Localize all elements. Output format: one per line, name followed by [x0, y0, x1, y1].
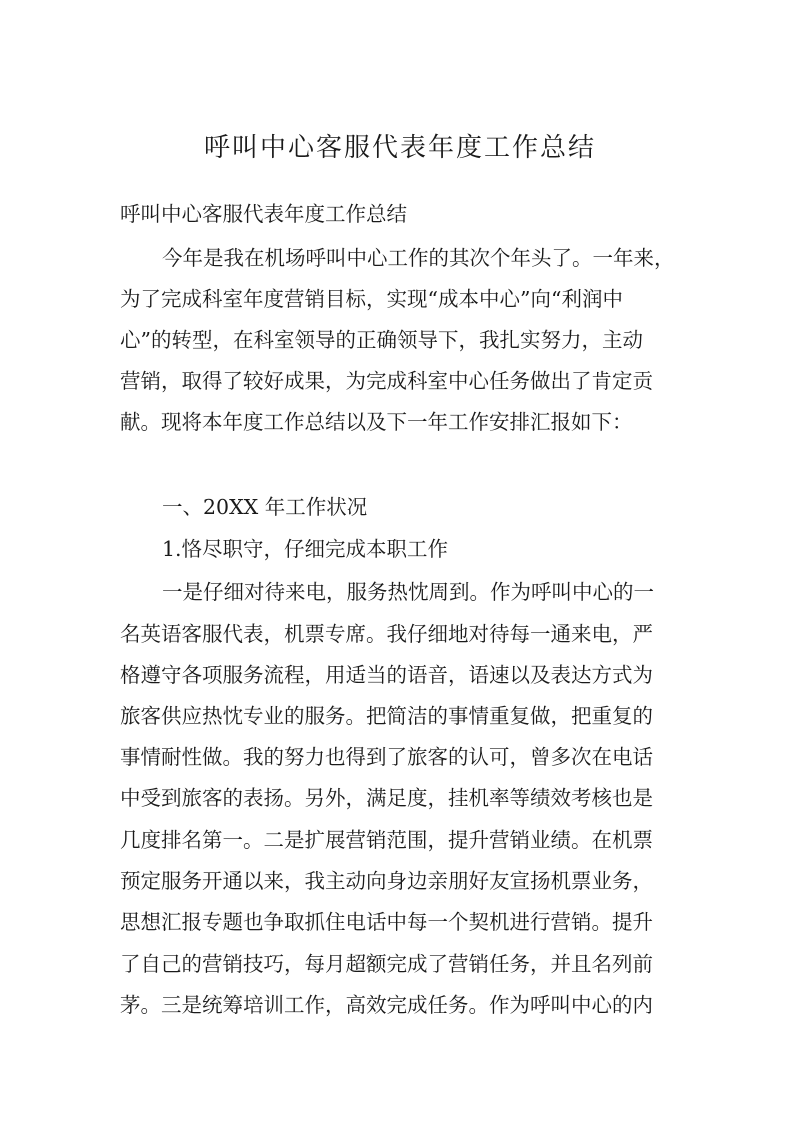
body-line: 预定服务开通以来，我主动向身边亲朋好友宣扬机票业务， — [120, 869, 653, 893]
body-line: 茅。三是统筹培训工作，高效完成任务。作为呼叫中心的内 — [120, 993, 653, 1017]
body-line: 了自己的营销技巧，每月超额完成了营销任务，并且名列前 — [120, 952, 653, 976]
body-line: 旅客供应热忱专业的服务。把简洁的事情重复做，把重复的 — [120, 704, 653, 728]
body-line: 事情耐性做。我的努力也得到了旅客的认可，曾多次在电话 — [120, 745, 653, 769]
body-line: 名英语客服代表，机票专席。我仔细地对待每一通来电，严 — [120, 622, 653, 646]
document-title: 呼叫中心客服代表年度工作总结 — [203, 133, 596, 163]
body-line: 思想汇报专题也争取抓住电话中每一个契机进行营销。提升 — [120, 910, 653, 934]
subsection-heading: 1.恪尽职守，仔细完成本职工作 — [162, 537, 449, 561]
intro-line: 营销，取得了较好成果，为完成科室中心任务做出了肯定贡 — [120, 369, 653, 393]
intro-line: 心”的转型，在科室领导的正确领导下，我扎实努力，主动 — [120, 328, 643, 352]
body-line: 格遵守各项服务流程，用适当的语音，语速以及表达方式为 — [120, 663, 653, 687]
body-line: 中受到旅客的表扬。另外，满足度，挂机率等绩效考核也是 — [120, 786, 653, 810]
intro-line: 献。现将本年度工作总结以及下一年工作安排汇报如下： — [120, 410, 633, 434]
document-subtitle: 呼叫中心客服代表年度工作总结 — [120, 202, 407, 226]
body-line: 一是仔细对待来电，服务热忱周到。作为呼叫中心的一 — [162, 580, 654, 604]
body-line: 几度排名第一。二是扩展营销范围，提升营销业绩。在机票 — [120, 828, 653, 852]
intro-line: 今年是我在机场呼叫中心工作的其次个年头了。一年来， — [162, 246, 675, 270]
intro-line: 为了完成科室年度营销目标，实现“成本中心”向“利润中 — [120, 287, 623, 311]
section-heading: 一、20XX 年工作状况 — [162, 495, 368, 519]
